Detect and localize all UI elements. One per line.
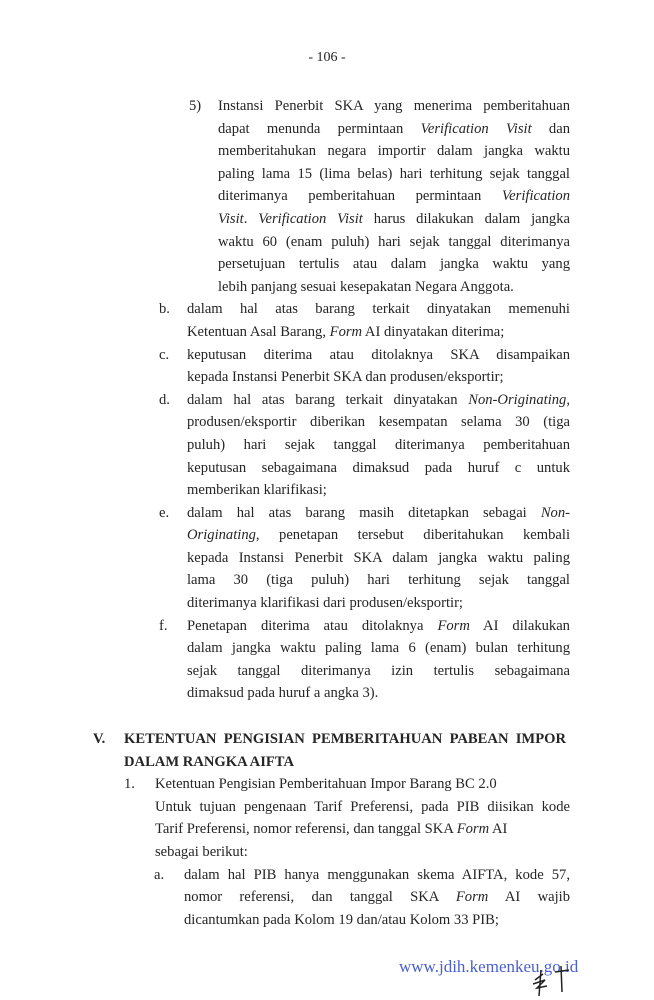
text-segment: AI dilakukan	[469, 617, 570, 634]
text-segment: DALAM RANGKA AIFTA	[124, 753, 294, 770]
text-segment: kepada Instansi Penerbit SKA dalam jangka waktu paling	[187, 549, 570, 566]
text-line	[187, 298, 570, 321]
list-label: V.	[93, 731, 106, 748]
text-line	[155, 796, 570, 819]
text-line	[218, 140, 570, 163]
list-label: e.	[159, 504, 170, 521]
italic-term: Form	[437, 617, 470, 634]
text-line	[187, 502, 570, 525]
subitem-block	[0, 864, 654, 932]
italic-term: Verification Visit	[420, 120, 532, 137]
text-segment: diterimanya pemberitahuan permintaan	[218, 188, 502, 205]
jdih-website-link[interactable]: www.jdih.kemenkeu.go.id	[399, 957, 579, 976]
document-body	[0, 95, 654, 931]
text-line	[187, 637, 570, 660]
text-segment: keputusan sebagaimana dimaksud pada huruf c untuk	[187, 459, 570, 476]
text-line	[155, 818, 570, 841]
text-line	[187, 321, 570, 344]
text-segment: dalam jangka waktu paling lama 6 (enam) bulan terhitung	[187, 640, 570, 657]
item-block	[0, 344, 654, 389]
text-line	[184, 886, 570, 909]
text-segment: Penetapan diterima atau ditolaknya	[187, 617, 438, 634]
text-segment: waktu 60 (enam puluh) hari sejak tanggal diterimanya	[218, 233, 570, 250]
text-line	[218, 253, 570, 276]
text-segment: AI	[489, 821, 508, 838]
text-line	[187, 479, 570, 502]
text-line	[187, 569, 570, 592]
text-segment: lama 30 (tiga puluh) hari terhitung sejak tanggal	[187, 572, 570, 589]
text-line	[187, 389, 570, 412]
paraf-signature	[525, 962, 585, 998]
text-line	[155, 841, 570, 864]
text-segment: AI dinyatakan diterima;	[362, 323, 505, 340]
text-line	[187, 366, 570, 389]
text-segment: produsen/eksportir diberikan kesempatan selama 30 (tiga	[187, 414, 570, 431]
item-block	[0, 615, 654, 705]
text-segment: puluh) hari sejak tanggal diterimanya pemberitahuan	[187, 436, 570, 453]
text-segment: paling lama 15 (lima belas) hari terhitung sejak tanggal	[218, 165, 570, 182]
text-segment: ,	[566, 391, 570, 408]
text-segment: , penetapan tersebut diberitahukan kembali	[255, 527, 570, 544]
text-line	[218, 95, 570, 118]
text-segment: dapat menunda permintaan	[218, 120, 421, 137]
sub-block	[0, 95, 654, 298]
item-block	[0, 389, 654, 502]
text-segment: harus dilakukan dalam jangka	[362, 210, 571, 227]
page-number: - 106 -	[308, 50, 346, 65]
text-segment: keputusan diterima atau ditolaknya SKA disampaikan	[187, 346, 570, 363]
text-line	[218, 208, 570, 231]
text-segment: KETENTUAN PENGISIAN PEMBERITAHUAN PABEAN IMPOR	[124, 731, 566, 748]
text-segment: dalam hal atas barang terkait dinyatakan	[187, 391, 469, 408]
list-label: a.	[154, 866, 165, 883]
text-line	[187, 524, 570, 547]
italic-term: Form	[456, 821, 490, 838]
italic-term: Verification	[501, 188, 570, 205]
text-segment: diterimanya klarifikasi dari produsen/eksportir;	[187, 595, 463, 612]
text-line	[124, 751, 566, 774]
list-label: c.	[159, 346, 170, 363]
text-line	[218, 163, 570, 186]
text-line	[184, 909, 570, 932]
text-segment: nomor referensi, dan tanggal SKA	[184, 889, 456, 906]
text-line	[187, 660, 570, 683]
text-segment: dalam hal atas barang masih ditetapkan sebagai	[187, 504, 541, 521]
section-block	[0, 728, 654, 773]
text-segment: kepada Instansi Penerbit SKA dan produsen/eksportir;	[187, 369, 504, 386]
italic-term: Form	[329, 323, 363, 340]
italic-term: Originating	[187, 527, 256, 544]
list-label: 1.	[124, 776, 135, 793]
text-segment: sebagai berikut:	[155, 844, 248, 860]
num-block	[0, 773, 654, 863]
text-segment: dimaksud pada huruf a angka 3).	[187, 685, 379, 702]
text-line	[187, 434, 570, 457]
text-line	[124, 728, 566, 751]
italic-term: Verification Visit	[258, 210, 363, 227]
list-label: f.	[159, 617, 168, 634]
list-label: b.	[159, 301, 170, 318]
text-segment: dicantumkan pada Kolom 19 dan/atau Kolom 33 PIB;	[184, 911, 499, 928]
text-segment: Tarif Preferensi, nomor referensi, dan tanggal SKA	[155, 821, 457, 838]
text-segment: memberikan klarifikasi;	[187, 482, 327, 499]
item-block	[0, 298, 654, 343]
text-segment: Ketentuan Asal Barang,	[187, 323, 330, 340]
item-block	[0, 502, 654, 615]
list-label: 5)	[189, 98, 202, 114]
text-line	[187, 592, 570, 615]
text-segment: dalam hal atas barang terkait dinyatakan memenuhi	[187, 301, 570, 318]
italic-term: Non-	[540, 504, 570, 521]
text-line	[218, 185, 570, 208]
text-segment: .	[243, 210, 259, 227]
text-segment: dalam hal PIB hanya menggunakan skema AIFTA, kode 57,	[184, 866, 570, 883]
italic-term: Non-Originating	[468, 391, 567, 408]
text-line	[187, 615, 570, 638]
text-segment: persetujuan tertulis atau dalam jangka waktu yang	[218, 256, 570, 273]
text-segment: memberitahukan negara importir dalam jangka waktu	[218, 143, 570, 160]
text-line	[218, 118, 570, 141]
italic-term: Form	[455, 889, 489, 906]
text-segment: Instansi Penerbit SKA yang menerima pemberitahuan	[218, 98, 570, 114]
text-line	[218, 276, 570, 299]
italic-term: Visit	[218, 210, 244, 227]
text-segment: Ketentuan Pengisian Pemberitahuan Impor Barang BC 2.0	[155, 776, 497, 793]
text-line	[218, 231, 570, 254]
text-segment: Untuk tujuan pengenaan Tarif Preferensi, pada PIB diisikan kode	[155, 798, 570, 815]
text-line	[187, 457, 570, 480]
text-segment: dan	[531, 120, 571, 137]
text-segment: sejak tanggal diterimanya izin tertulis sebagaimana	[187, 662, 570, 679]
text-line	[187, 547, 570, 570]
text-segment: lebih panjang sesuai kesepakatan Negara Anggota.	[218, 278, 514, 295]
text-line	[187, 682, 570, 705]
list-label: d.	[159, 391, 170, 408]
text-line	[184, 864, 570, 887]
text-segment: AI wajib	[488, 889, 570, 906]
text-line	[187, 344, 570, 367]
text-line	[155, 773, 570, 796]
text-line	[187, 411, 570, 434]
